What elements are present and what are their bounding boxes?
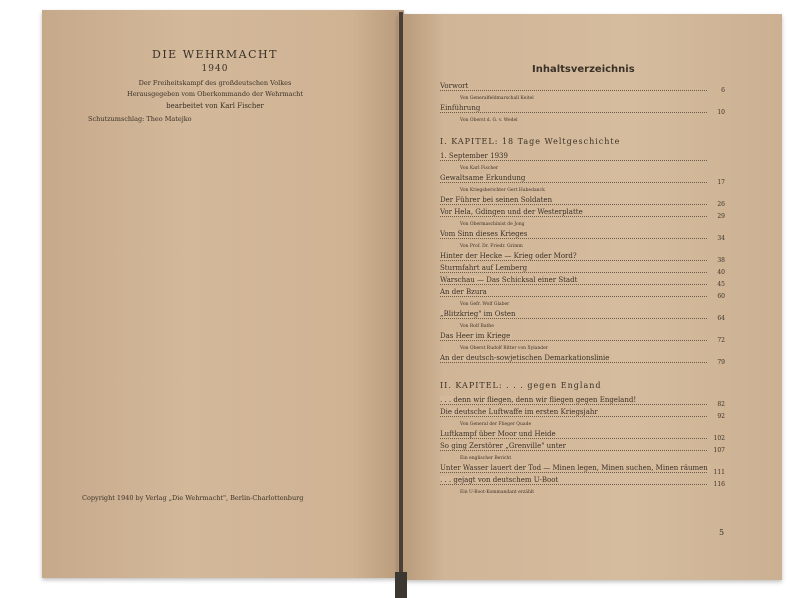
toc-entry bbox=[440, 208, 725, 220]
toc-entry-title: 1. September 1939 bbox=[440, 152, 508, 160]
page-number: 5 bbox=[719, 528, 725, 537]
dotted-leader bbox=[440, 362, 707, 363]
toc-entry-page: 10 bbox=[717, 109, 725, 116]
toc-entry-page: 6 bbox=[721, 87, 725, 94]
dotted-leader bbox=[440, 484, 707, 485]
dotted-leader bbox=[440, 296, 707, 297]
toc-entry-page: 102 bbox=[713, 435, 725, 442]
toc-entry bbox=[440, 332, 725, 344]
toc-entry-author: Von Karl Fischer bbox=[460, 166, 499, 171]
dotted-leader bbox=[440, 450, 707, 451]
toc-entry-author: Von Gefr. Wolf Glaber bbox=[460, 302, 510, 307]
toc-entry bbox=[440, 104, 725, 116]
toc-entry-author: Ein englischer Bericht bbox=[460, 456, 512, 461]
book-title: DIE WEHRMACHT bbox=[152, 48, 278, 61]
dotted-leader bbox=[440, 404, 707, 405]
dotted-leader bbox=[440, 318, 707, 319]
dotted-leader bbox=[440, 182, 707, 183]
toc-entry bbox=[440, 476, 725, 488]
dotted-leader bbox=[440, 112, 707, 113]
toc-entry-author: Von Obermaschinist de Jong bbox=[460, 222, 525, 227]
dotted-leader bbox=[440, 204, 707, 205]
toc-entry-page: 79 bbox=[717, 359, 725, 366]
toc-entry-page: 116 bbox=[713, 481, 725, 488]
toc-entry-author: Von Generalfeldmarschall Keitel bbox=[460, 96, 534, 101]
spine-base bbox=[395, 572, 407, 598]
book-spine bbox=[399, 12, 403, 598]
toc-entry-title: Das Heer im Kriege bbox=[440, 332, 511, 340]
toc-entry bbox=[440, 354, 725, 366]
toc-entry-title: Sturmfahrt auf Lemberg bbox=[440, 264, 528, 272]
cover-credit: Schutzumschlag: Theo Matejko bbox=[88, 115, 192, 123]
toc-entry bbox=[440, 442, 725, 454]
toc-entry-title: Vor Hela, Gdingen und der Westerplatte bbox=[440, 208, 583, 216]
toc-entry-title: . . . denn wir fliegen, denn wir fliegen gegen Engeland! bbox=[440, 396, 637, 404]
toc-entry-page: 111 bbox=[713, 469, 725, 476]
toc-entry-title: Einführung bbox=[440, 104, 481, 112]
toc-entry-page: 60 bbox=[717, 293, 725, 300]
toc-entry-title: So ging Zerstörer „Grenville" unter bbox=[440, 442, 566, 450]
copyright-line: Copyright 1940 by Verlag „Die Wehrmacht", Berlin-Charlottenburg bbox=[82, 494, 304, 502]
toc-entry bbox=[440, 276, 725, 288]
toc-entry bbox=[440, 264, 725, 276]
toc-entry-title: Gewaltsame Erkundung bbox=[440, 174, 526, 182]
toc-entry-title: An der deutsch-sowjetischen Demarkationslinie bbox=[440, 354, 610, 362]
toc-entry-title: Die deutsche Luftwaffe im ersten Kriegsjahr bbox=[440, 408, 598, 416]
editor-line: bearbeitet von Karl Fischer bbox=[166, 102, 264, 110]
toc-entry bbox=[440, 288, 725, 300]
toc-entry-author: Von Oberst Rudolf Ritter von Xylander bbox=[460, 346, 548, 351]
dotted-leader bbox=[440, 260, 707, 261]
book-year: 1940 bbox=[201, 64, 229, 74]
toc-entry bbox=[440, 408, 725, 420]
book-subtitle: Der Freiheitskampf des großdeutschen Volkes bbox=[138, 79, 292, 87]
toc-entry-title: Luftkampf über Moor und Heide bbox=[440, 430, 556, 438]
toc-entry bbox=[440, 196, 725, 208]
toc-entry-page: 38 bbox=[717, 257, 725, 264]
toc-entry-page: 92 bbox=[717, 413, 725, 420]
chapter-heading: II. KAPITEL: . . . gegen England bbox=[440, 381, 602, 390]
toc-entry-author: Von General der Flieger Quade bbox=[460, 422, 532, 427]
dotted-leader bbox=[440, 284, 707, 285]
dotted-leader bbox=[440, 416, 707, 417]
toc-title: Inhaltsverzeichnis bbox=[532, 64, 635, 75]
toc-entry-title: Unter Wasser lauert der Tod — Minen legen, Minen suchen, Minen räumen bbox=[440, 464, 708, 472]
toc-entry-author: Ein U-Boot-Kommandant erzählt bbox=[460, 490, 535, 495]
toc-entry-author: Von Oberst d. G. v. Wedel bbox=[460, 118, 518, 123]
toc-entry-title: Vom Sinn dieses Krieges bbox=[440, 230, 528, 238]
dotted-leader bbox=[440, 238, 707, 239]
dotted-leader bbox=[440, 216, 707, 217]
dotted-leader bbox=[440, 438, 707, 439]
publisher-line: Herausgegeben vom Oberkommando der Wehrmacht bbox=[127, 90, 303, 98]
toc-entry-page: 45 bbox=[717, 281, 725, 288]
dotted-leader bbox=[440, 90, 707, 91]
toc-entry-page: 26 bbox=[717, 201, 725, 208]
toc-entry-page: 107 bbox=[713, 447, 725, 454]
toc-entry-title: Vorwort bbox=[440, 82, 469, 90]
toc-entry-page: 40 bbox=[717, 269, 725, 276]
toc-entry bbox=[440, 82, 725, 94]
dotted-leader bbox=[440, 472, 707, 473]
toc-entry bbox=[440, 464, 725, 476]
dotted-leader bbox=[440, 340, 707, 341]
toc-entry-title: Hinter der Hecke — Krieg oder Mord? bbox=[440, 252, 577, 260]
toc-entry-page: 34 bbox=[717, 235, 725, 242]
toc-entry bbox=[440, 230, 725, 242]
toc-entry bbox=[440, 396, 725, 408]
dotted-leader bbox=[440, 272, 707, 273]
toc-entry-author: Von Rolf Bathe bbox=[460, 324, 494, 329]
toc-entry-title: . . . gejagt von deutschem U-Boot bbox=[440, 476, 559, 484]
toc-entry-title: „Blitzkrieg" im Osten bbox=[440, 310, 516, 318]
chapter-heading: I. KAPITEL: 18 Tage Weltgeschichte bbox=[440, 137, 621, 146]
toc-entry-page: 64 bbox=[717, 315, 725, 322]
toc-entry bbox=[440, 252, 725, 264]
toc-entry bbox=[440, 174, 725, 186]
toc-entry-title: Warschau — Das Schicksal einer Stadt bbox=[440, 276, 578, 284]
toc-entry-page: 17 bbox=[717, 179, 725, 186]
toc-entry bbox=[440, 430, 725, 442]
toc-entry bbox=[440, 310, 725, 322]
toc-entry bbox=[440, 152, 725, 164]
dotted-leader bbox=[440, 160, 707, 161]
toc-entry-page: 82 bbox=[717, 401, 725, 408]
toc-entry-title: An der Bzura bbox=[440, 288, 487, 296]
title-block bbox=[70, 48, 360, 123]
toc-entry-author: Von Kriegsberichter Gert Habedanck bbox=[460, 188, 545, 193]
toc-entry-page: 29 bbox=[717, 213, 725, 220]
toc-entry-title: Der Führer bei seinen Soldaten bbox=[440, 196, 553, 204]
toc-entry-page: 72 bbox=[717, 337, 725, 344]
table-of-contents bbox=[440, 82, 725, 498]
toc-entry-author: Von Prof. Dr. Friedr. Grimm bbox=[460, 244, 523, 249]
